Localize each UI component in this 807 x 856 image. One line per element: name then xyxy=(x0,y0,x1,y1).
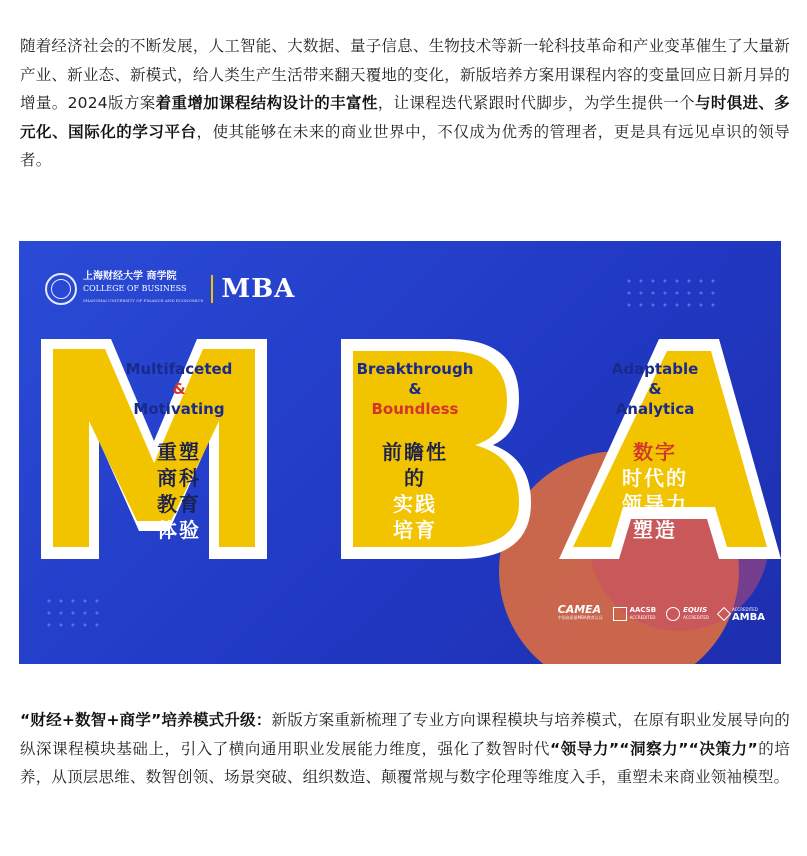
section-heading: “财经+数智+商学”培养模式升级： xyxy=(20,711,272,729)
university-seal-icon xyxy=(45,273,77,305)
logo-divider xyxy=(211,275,213,303)
intro-bold-2: 与时俱进、多元化、国际化的学习平台 xyxy=(20,94,790,141)
amba-badge: ACCREDITED AMBA xyxy=(719,606,765,622)
section-text-2: 的培养，从顶层思维、数智创领、场景突破、组织数造、颠覆常规与数字伦理等维度入手，重塑未来商业领袖模型。 xyxy=(20,739,791,786)
intro-text-1: 随着经济社会的不断发展，人工智能、大数据、量子信息、生物技术等新一轮科技革命和产业变革催生了大量新产业、新业态、新模式，给人类生产生活带来翻天覆地的变化，新版培养方案用课程内容的变量回应日新月异的增量。2024版方案 xyxy=(20,37,790,112)
pillar-3-chinese: 数字 时代的 领导力 塑造 xyxy=(622,440,688,542)
mba-banner-image xyxy=(19,241,781,664)
equis-badge: EQUIS ACCREDITED xyxy=(666,606,709,622)
mba-logo-text: MBA xyxy=(221,274,296,304)
pillar-3-label: Adaptable & Analytica xyxy=(611,360,699,418)
intro-bold-1: 着重增加课程结构设计的丰富性 xyxy=(155,94,378,112)
section-quote-3: “决策力” xyxy=(688,739,758,758)
pillar-1-chinese: 重塑 商科 教育 体验 xyxy=(157,440,201,542)
equis-mark-icon xyxy=(666,607,680,621)
intro-text-2: ，让课程迭代紧跟时代脚步，为学生提供一个 xyxy=(377,94,695,112)
section-text-1: 新版方案重新梳理了专业方向课程模块与培养模式，在原有职业发展导向的纵深课程模块基础上，引入了横向通用职业发展能力维度，强化了数智时代 xyxy=(20,711,791,758)
pillar-2-label: Breakthrough & Boundless xyxy=(356,360,474,418)
pillar-1-label: Multifaceted & Motivating xyxy=(125,360,233,418)
amba-mark-icon xyxy=(717,607,731,621)
section-quote-2: “洞察力” xyxy=(619,739,689,758)
university-name-en2: SHANGHAI UNIVERSITY OF FINANCE AND ECONOMICS xyxy=(83,298,204,303)
pillar-2-chinese: 前瞻性 的 实践 培育 xyxy=(382,440,448,542)
university-name-cn: 上海财经大学 商学院 xyxy=(83,271,177,282)
intro-paragraph xyxy=(20,32,790,175)
university-logo xyxy=(45,271,295,307)
aacsb-badge: AACSB ACCREDITED xyxy=(613,606,656,622)
university-name-en: COLLEGE OF BUSINESS xyxy=(83,284,187,293)
camea-badge: CAMEA 中国高质量MBA教育认证 xyxy=(557,603,603,620)
intro-text-3: ，使其能够在未来的商业世界中，不仅成为优秀的管理者，更是具有远见卓识的领导者。 xyxy=(20,122,791,169)
section-paragraph xyxy=(20,706,790,792)
section-quote-1: “领导力” xyxy=(549,739,620,758)
aacsb-mark-icon xyxy=(613,607,627,621)
accreditation-badges xyxy=(557,603,765,623)
